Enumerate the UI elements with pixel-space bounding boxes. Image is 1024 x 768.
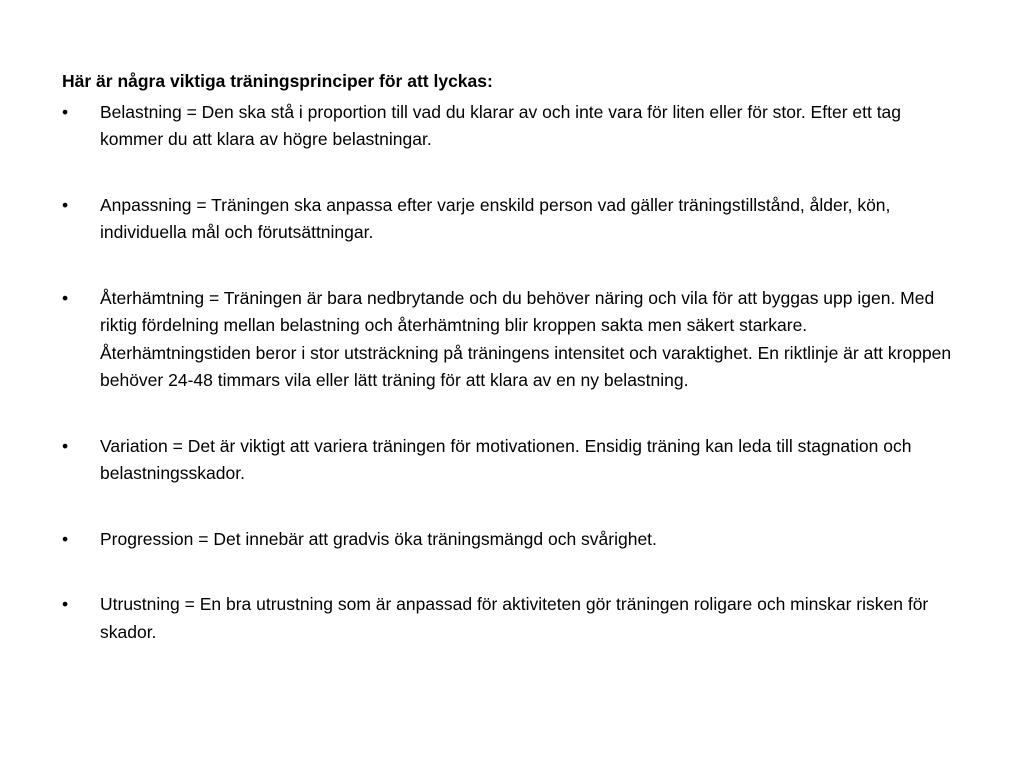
list-item-text: Progression = Det innebär att gradvis öka träningsmängd och svårighet.: [100, 528, 657, 549]
list-item-text: Variation = Det är viktigt att variera träningen för motivationen. Ensidig träning kan leda till stagnation och belastningsskador.: [100, 435, 912, 483]
list-item-text: Utrustning = En bra utrustning som är anpassad för aktiviteten gör träningen roligare och minskar risken för skador.: [100, 594, 929, 642]
list-item-utrustning: [62, 591, 962, 646]
bullet-icon: •: [62, 528, 69, 549]
bullet-icon: •: [62, 594, 69, 614]
list-item-anpassning: [62, 192, 962, 247]
list-item-belastning: [62, 99, 962, 154]
slide-heading: Här är några viktiga träningsprinciper för att lyckas:: [62, 71, 493, 91]
list-item-text: Anpassning = Träningen ska anpassa efter varje enskild person vad gäller träningstillstånd, ålder, kön, individuella mål och förutsättningar.: [100, 194, 891, 242]
bullet-icon: •: [62, 435, 69, 456]
list-item-aterhamtning: [62, 285, 962, 395]
list-item-text: Återhämtning = Träningen är bara nedbrytande och du behöver näring och vila för att byggas upp igen. Med riktig fördelning mellan belastning och återhämtning blir kroppen sakta men säkert starkare. Återhämtningstiden beror i stor utsträckning på träningens intensitet och varaktighet. En riktlinje är att kroppen behöver 24-48 timmars vila eller lätt träning för att klara av en ny belastning.: [100, 287, 952, 390]
list-item-text: Belastning = Den ska stå i proportion till vad du klarar av och inte vara för liten eller för stor. Efter ett tag kommer du att klara av högre belastningar.: [100, 101, 902, 149]
list-item-progression: [62, 526, 962, 554]
slide-content: [62, 68, 962, 646]
bullet-icon: •: [62, 194, 69, 215]
bullet-icon: •: [62, 287, 69, 308]
list-item-variation: [62, 433, 962, 488]
bullet-icon: •: [62, 101, 69, 122]
principles-list: [62, 99, 962, 647]
